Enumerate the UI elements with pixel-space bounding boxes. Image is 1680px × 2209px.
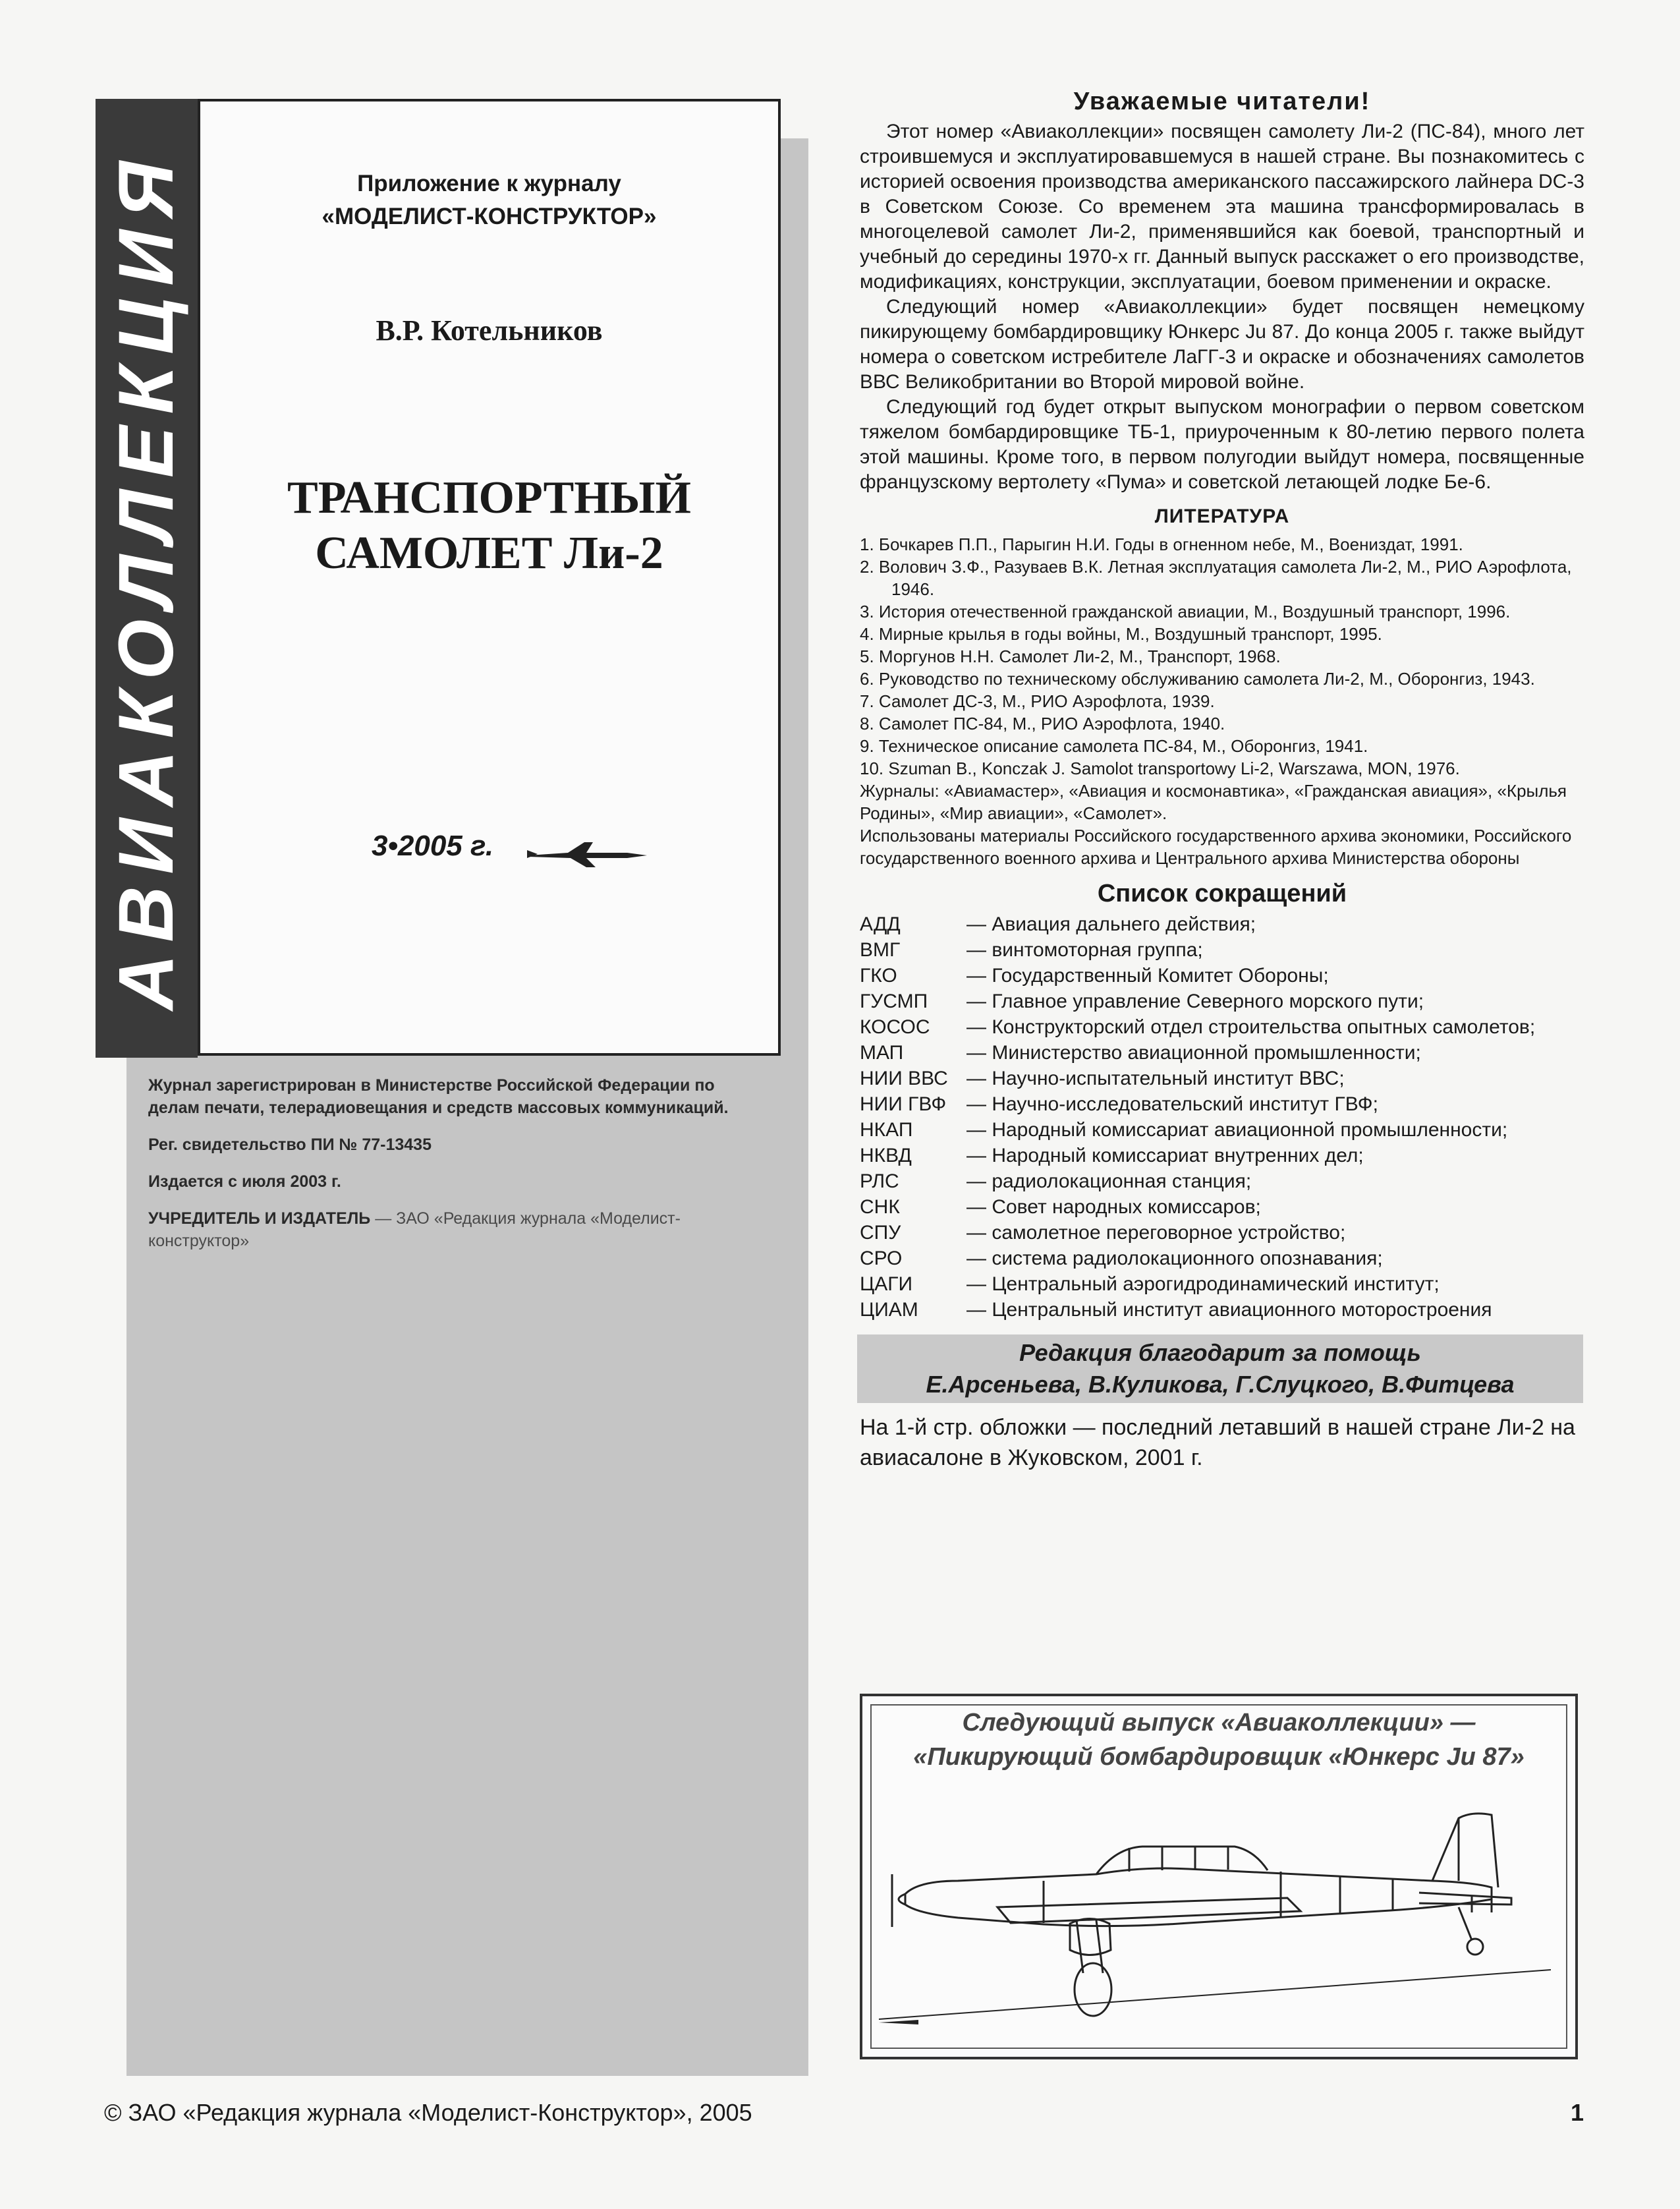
publisher-name: — ЗАО «Редакция журнала «Моделист-конструктор» xyxy=(148,1209,681,1250)
abbreviation-term: МАП xyxy=(860,1042,904,1064)
registration-since: Издается с июля 2003 г. xyxy=(148,1172,341,1191)
literature-item: 8. Самолет ПС-84, М., РИО Аэрофлота, 1940. xyxy=(860,714,1225,733)
page-number: 1 xyxy=(1571,2099,1584,2126)
cover-supplement xyxy=(200,167,778,233)
abbreviation-row xyxy=(860,1271,1584,1297)
abbreviation-row xyxy=(860,937,1584,963)
right-column xyxy=(860,89,1584,1473)
abbreviation-row xyxy=(860,1014,1584,1040)
copyright-footer: © ЗАО «Редакция журнала «Моделист-Конструктор», 2005 xyxy=(104,2099,752,2126)
abbreviation-row xyxy=(860,1066,1584,1091)
abbreviation-row xyxy=(860,963,1584,989)
literature-item: 7. Самолет ДС-3, М., РИО Аэрофлота, 1939. xyxy=(860,691,1215,711)
registration-text: Журнал зарегистрирован в Министерстве Российской Федерации по делам печати, телерадиовещания и средств массовых коммуникаций. xyxy=(148,1076,729,1117)
cover-supplement-line2: «МОДЕЛИСТ-КОНСТРУКТОР» xyxy=(322,204,657,229)
abbreviation-definition: — Конструкторский отдел строительства опытных самолетов; xyxy=(966,1016,1536,1038)
abbreviation-term: РЛС xyxy=(860,1170,899,1192)
abbreviation-term: ВМГ xyxy=(860,939,901,961)
abbreviation-row xyxy=(860,1220,1584,1246)
abbreviation-term: ЦИАМ xyxy=(860,1299,918,1321)
next-issue-line2: «Пикирующий бомбардировщик «Юнкерс Ju 87» xyxy=(913,1743,1525,1771)
ju87-aircraft-illustration xyxy=(879,1782,1551,2046)
literature-item: 1. Бочкарев П.П., Парыгин Н.И. Годы в огненном небе, М., Воениздат, 1991. xyxy=(860,534,1463,554)
literature-item: 5. Моргунов Н.Н. Самолет Ли-2, М., Транспорт, 1968. xyxy=(860,646,1281,666)
abbreviation-term: СНК xyxy=(860,1196,900,1218)
cover-title-line2: САМОЛЕТ Ли-2 xyxy=(315,528,663,579)
abbreviation-definition: — Главное управление Северного морского пути; xyxy=(966,990,1424,1012)
spine-title: АВИАКОЛЛЕКЦИЯ xyxy=(103,149,190,1011)
publisher-label: УЧРЕДИТЕЛЬ И ИЗДАТЕЛЬ xyxy=(148,1209,371,1228)
abbreviation-definition: — Центральный институт авиационного моторостроения xyxy=(966,1299,1492,1321)
abbreviation-definition: — система радиолокационного опознавания; xyxy=(966,1248,1383,1269)
thanks-line1: Редакция благодарит за помощь xyxy=(1019,1339,1421,1366)
next-issue-title xyxy=(862,1706,1575,1774)
jet-icon xyxy=(522,833,654,873)
literature-item: 6. Руководство по техническому обслуживанию самолета Ли-2, М., Оборонгиз, 1943. xyxy=(860,669,1535,689)
literature-item: 2. Волович З.Ф., Разуваев В.К. Летная эксплуатация самолета Ли-2, М., РИО Аэрофлота, 1946. xyxy=(860,557,1572,599)
abbreviation-term: НИИ ГВФ xyxy=(860,1093,947,1115)
next-issue-box xyxy=(860,1694,1578,2059)
abbreviation-definition: — Научно-исследовательский институт ГВФ; xyxy=(966,1093,1378,1115)
thanks-banner xyxy=(857,1334,1583,1403)
abbreviation-definition: — самолетное переговорное устройство; xyxy=(966,1222,1346,1244)
abbreviation-row xyxy=(860,1143,1584,1168)
abbreviation-term: НКАП xyxy=(860,1119,913,1141)
literature-archives: Использованы материалы Российского государственного архива экономики, Российского государственного военного архива и Центрального архива Министерства обороны xyxy=(860,826,1572,868)
registration-certificate: Рег. свидетельство ПИ № 77-13435 xyxy=(148,1135,432,1154)
cover-title-line1: ТРАНСПОРТНЫЙ xyxy=(287,473,691,523)
abbreviation-row xyxy=(860,911,1584,937)
abbreviation-definition: — Авиация дальнего действия; xyxy=(966,913,1256,935)
abbreviation-row xyxy=(860,1194,1584,1220)
literature-item: 3. История отечественной гражданской авиации, М., Воздушный транспорт, 1996. xyxy=(860,602,1511,621)
cover-photo-note: На 1-й стр. обложки — последний летавший в нашей стране Ли-2 на авиасалоне в Жуковском, 2001 г. xyxy=(860,1415,1575,1470)
abbreviation-term: АДД xyxy=(860,913,901,935)
cover-title xyxy=(200,471,778,581)
abbreviation-definition: — Государственный Комитет Обороны; xyxy=(966,965,1329,987)
abbreviations-heading: Список сокращений xyxy=(1097,880,1347,907)
abbreviation-row xyxy=(860,1040,1584,1066)
abbreviation-row xyxy=(860,1117,1584,1143)
abbreviations-list xyxy=(860,911,1584,1323)
abbreviation-row xyxy=(860,989,1584,1014)
abbreviation-definition: — Научно-испытательный институт ВВС; xyxy=(966,1068,1345,1089)
registration-block xyxy=(148,1074,741,1267)
abbreviation-definition: — Министерство авиационной промышленности; xyxy=(966,1042,1421,1064)
next-issue-line1: Следующий выпуск «Авиаколлекции» — xyxy=(962,1709,1476,1736)
literature-journals: Журналы: «Авиамастер», «Авиация и космонавтика», «Гражданская авиация», «Крылья Родины», «Мир авиации», «Самолет». xyxy=(860,781,1567,823)
abbreviation-term: НКВД xyxy=(860,1145,912,1166)
readers-paragraph: Следующий год будет открыт выпуском монографии о первом советском тяжелом бомбардировщике ТБ-1, приуроченным к 80-летию первого полета этой машины. Кроме того, в первом полугодии выйдут номера, посвященные французскому вертолету «Пума» и советской летающей лодке Бе-6. xyxy=(860,396,1584,493)
abbreviation-term: КОСОС xyxy=(860,1016,930,1038)
abbreviation-definition: — Народный комиссариат внутренних дел; xyxy=(966,1145,1364,1166)
publisher-line xyxy=(148,1207,741,1252)
abbreviation-row xyxy=(860,1246,1584,1271)
readers-paragraph: Этот номер «Авиаколлекции» посвящен самолету Ли-2 (ПС-84), много лет строившемуся и эксплуатировавшемуся в нашей стране. Вы познакомитесь с историей освоения производства американского пассажирского лайнера DC-3 в Советском Союзе. Со временем эта машина трансформировалась в многоцелевой самолет Ли-2, применявшийся как боевой, транспортный и учебный до середины 1970-х гг. Данный выпуск расскажет о его производстве, модификациях, конструкции, эксплуатации, боевом применении и окраске. xyxy=(860,121,1584,293)
abbreviation-term: НИИ ВВС xyxy=(860,1068,948,1089)
abbreviation-definition: — Народный комиссариат авиационной промышленности; xyxy=(966,1119,1508,1141)
cover-thumbnail xyxy=(198,99,781,1056)
abbreviation-definition: — Совет народных комиссаров; xyxy=(966,1196,1261,1218)
abbreviation-term: ГУСМП xyxy=(860,990,928,1012)
abbreviation-term: ГКО xyxy=(860,965,897,987)
literature-item: 10. Szuman B., Konczak J. Samolot transportowy Li-2, Warszawa, MON, 1976. xyxy=(860,759,1460,778)
readers-heading: Уважаемые читатели! xyxy=(1073,88,1371,115)
abbreviation-row xyxy=(860,1297,1584,1323)
abbreviation-definition: — винтомоторная группа; xyxy=(966,939,1203,961)
thanks-line2: Е.Арсеньева, В.Куликова, Г.Слуцкого, В.Фитцева xyxy=(926,1371,1515,1398)
cover-author: В.Р. Котельников xyxy=(376,314,603,347)
literature-item: 9. Техническое описание самолета ПС-84, М., Оборонгиз, 1941. xyxy=(860,736,1368,756)
literature-item: 4. Мирные крылья в годы войны, М., Воздушный транспорт, 1995. xyxy=(860,624,1382,644)
abbreviation-definition: — Центральный аэрогидродинамический институт; xyxy=(966,1273,1440,1295)
cover-supplement-line1: Приложение к журналу xyxy=(357,171,621,196)
abbreviation-row xyxy=(860,1168,1584,1194)
cover-issue: 3•2005 г. xyxy=(372,830,494,862)
abbreviation-row xyxy=(860,1091,1584,1117)
abbreviation-term: СПУ xyxy=(860,1222,901,1244)
literature-heading: ЛИТЕРАТУРА xyxy=(1154,505,1290,527)
literature-list xyxy=(860,533,1584,780)
abbreviation-term: ЦАГИ xyxy=(860,1273,913,1295)
abbreviation-definition: — радиолокационная станция; xyxy=(966,1170,1252,1192)
abbreviation-term: СРО xyxy=(860,1248,903,1269)
readers-paragraph: Следующий номер «Авиаколлекции» будет посвящен немецкому пикирующему бомбардировщику Юнкерс Ju 87. До конца 2005 г. также выйдут номера о советском истребителе ЛаГГ-3 и окраске и обозначениях самолетов ВВС Великобритании во Второй мировой войне. xyxy=(860,296,1584,393)
